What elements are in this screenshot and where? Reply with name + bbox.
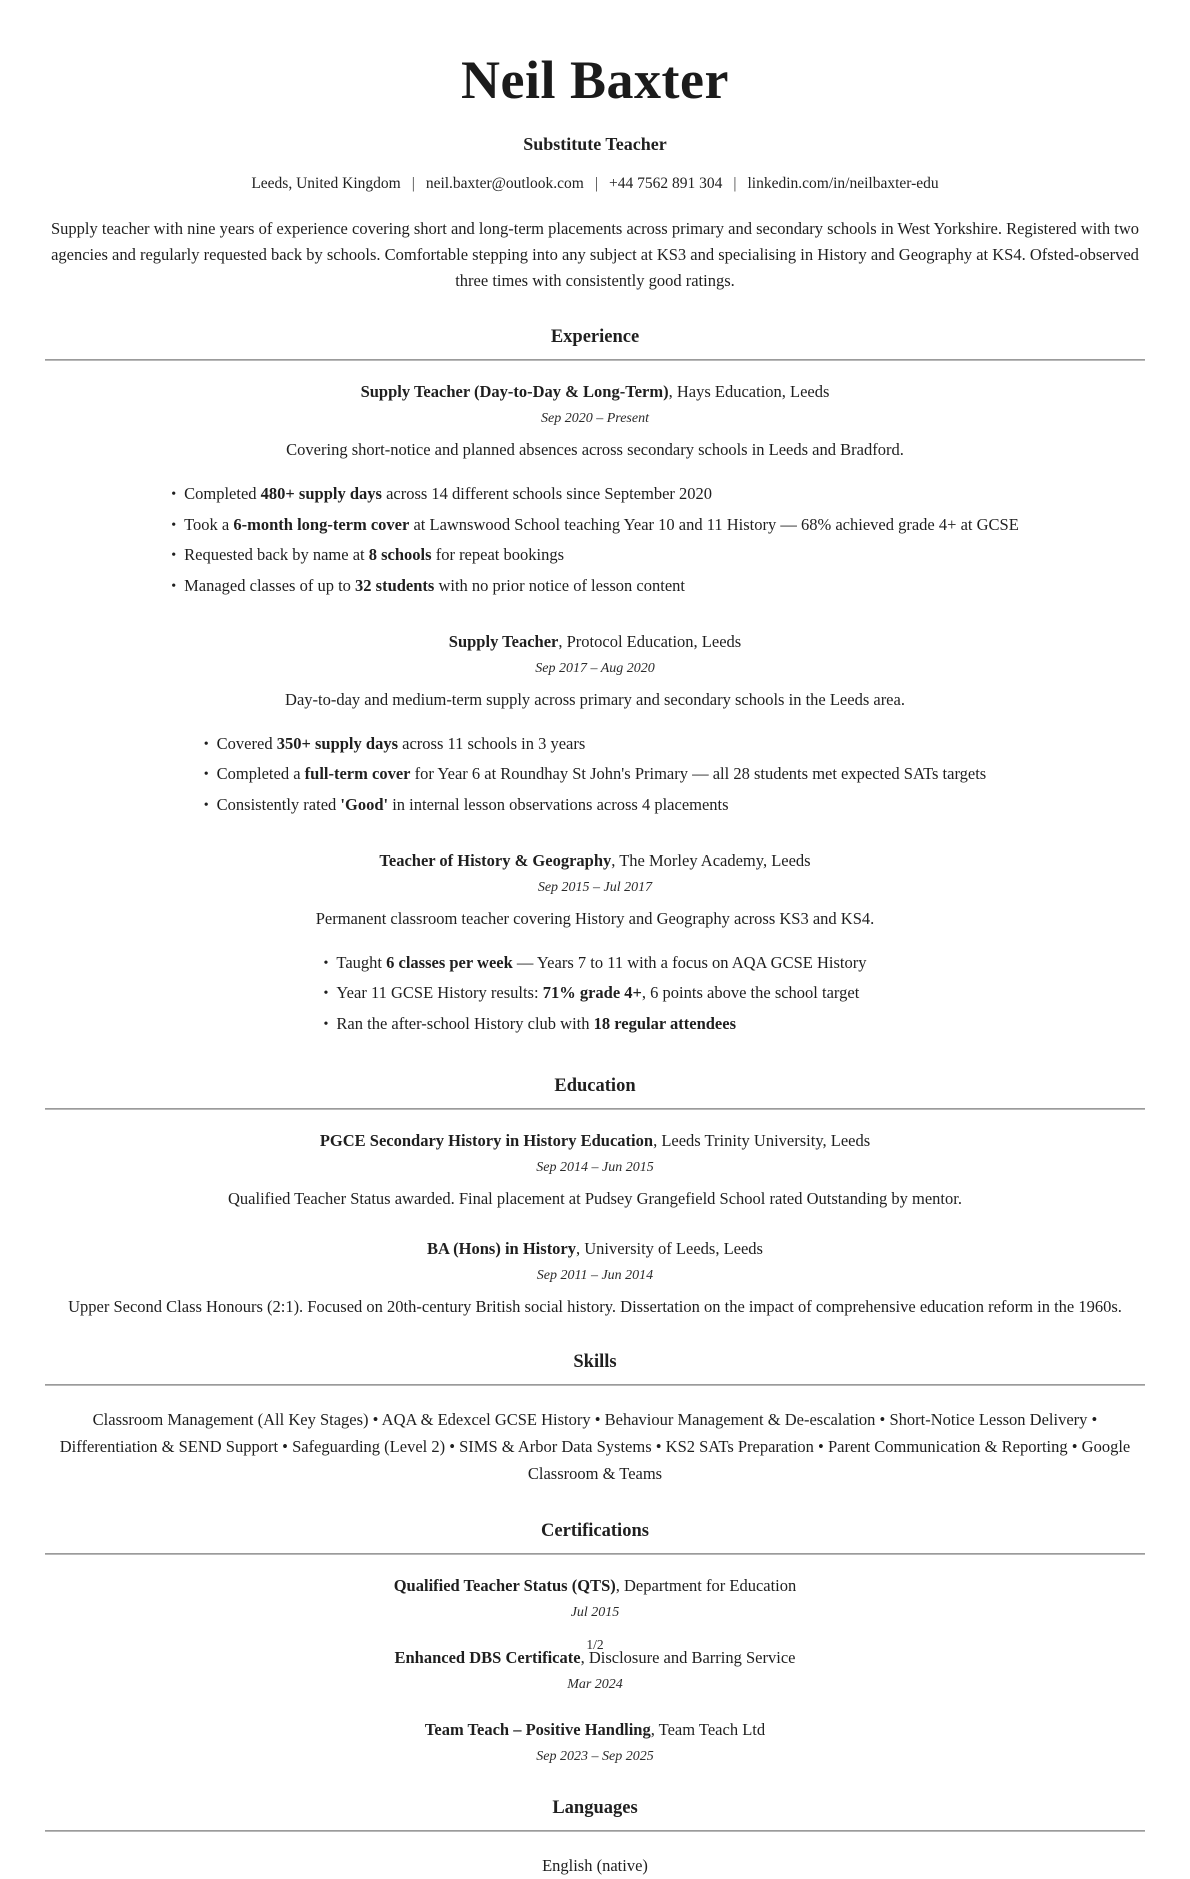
section-body bbox=[45, 1576, 1145, 1765]
bullet-item: • Requested back by name at 8 schools for repeat bookings bbox=[171, 543, 1019, 568]
bullet-item: • Consistently rated 'Good' in internal lesson observations across 4 placements bbox=[204, 793, 986, 818]
entry-title: Qualified Teacher Status (QTS) bbox=[393, 1575, 616, 1595]
contact-phone: +44 7562 891 304 bbox=[608, 175, 723, 193]
entry-title: Enhanced DBS Certificate bbox=[394, 1647, 581, 1667]
section-body bbox=[45, 1407, 1145, 1487]
entry-header bbox=[45, 1720, 1145, 1740]
contact-location: Leeds, United Kingdom bbox=[251, 175, 401, 193]
section-title: Experience bbox=[550, 327, 640, 348]
section-body bbox=[45, 1853, 1145, 1879]
section-divider bbox=[45, 1553, 1145, 1555]
resume-section bbox=[45, 327, 1145, 1043]
entry-header bbox=[45, 382, 1145, 402]
contact-linkedin: linkedin.com/in/neilbaxter-edu bbox=[747, 175, 939, 193]
entry-organisation: , University of Leeds, Leeds bbox=[576, 1238, 763, 1258]
entry-date: Sep 2011 – Jun 2014 bbox=[536, 1267, 654, 1283]
entry-description: Covering short-notice and planned absences across secondary schools in Leeds and Bradford. bbox=[286, 440, 904, 460]
bullet-item: • Ran the after-school History club with 18 regular attendees bbox=[324, 1012, 867, 1037]
contact-separator: | bbox=[411, 175, 415, 193]
contact-line bbox=[45, 175, 1145, 193]
entry-description: Upper Second Class Honours (2:1). Focused on 20th-century British social history. Dissertation on the impact of comprehensive education reform in the 1960s. bbox=[68, 1296, 1122, 1316]
contact-email: neil.baxter@outlook.com bbox=[425, 175, 584, 193]
resume-section bbox=[45, 1076, 1145, 1320]
entry-description: Qualified Teacher Status awarded. Final placement at Pudsey Grangefield School rated Outstanding by mentor. bbox=[228, 1188, 962, 1208]
bullet-item: • Completed 480+ supply days across 14 different schools since September 2020 bbox=[171, 482, 1019, 507]
resume-entry bbox=[45, 1648, 1145, 1693]
entry-bullets bbox=[324, 945, 867, 1043]
resume-entry bbox=[45, 1720, 1145, 1765]
resume-section bbox=[45, 1352, 1145, 1487]
section-body bbox=[45, 1131, 1145, 1320]
section-divider bbox=[45, 1108, 1145, 1110]
entry-header bbox=[45, 851, 1145, 871]
section-body bbox=[45, 382, 1145, 1043]
professional-summary: Supply teacher with nine years of experience covering short and long-term placements across primary and secondary schools in West Yorkshire. Registered with two agencies and regularly requested back by schools. Comfortable stepping into any subject at KS3 and specialising in History and Geography at KS4. Ofsted-observed three times with consistently good ratings. bbox=[51, 219, 1139, 291]
section-title: Languages bbox=[552, 1797, 638, 1818]
bullet-item: • Taught 6 classes per week — Years 7 to 11 with a focus on AQA GCSE History bbox=[324, 951, 867, 976]
resume-entry bbox=[45, 1131, 1145, 1212]
page-number: 1/2 bbox=[586, 1637, 604, 1652]
entry-organisation: , Hays Education, Leeds bbox=[668, 382, 830, 402]
candidate-role: Substitute Teacher bbox=[523, 134, 667, 155]
entry-date: Sep 2020 – Present bbox=[541, 411, 649, 427]
candidate-name: Neil Baxter bbox=[461, 50, 729, 110]
section-items-text: English (native) bbox=[542, 1855, 648, 1875]
entry-description: Day-to-day and medium-term supply across primary and secondary schools in the Leeds area. bbox=[285, 689, 905, 709]
resume-entry bbox=[45, 632, 1145, 824]
resume-entry bbox=[45, 1576, 1145, 1621]
bullet-item: • Completed a full-term cover for Year 6 at Roundhay St John's Primary — all 28 students met expected SATs targets bbox=[204, 762, 986, 787]
entry-organisation: , Team Teach Ltd bbox=[650, 1719, 766, 1739]
entry-date: Sep 2015 – Jul 2017 bbox=[537, 879, 653, 895]
entry-title: Supply Teacher bbox=[448, 631, 559, 651]
section-title: Certifications bbox=[541, 1520, 649, 1541]
entry-date: Jul 2015 bbox=[570, 1604, 620, 1620]
entry-organisation: , Department for Education bbox=[615, 1575, 797, 1595]
entry-organisation: , Disclosure and Barring Service bbox=[580, 1647, 796, 1667]
bullet-item: • Managed classes of up to 32 students with no prior notice of lesson content bbox=[171, 574, 1019, 599]
bullet-item: • Year 11 GCSE History results: 71% grade 4+, 6 points above the school target bbox=[324, 981, 867, 1006]
section-title: Education bbox=[554, 1075, 636, 1096]
resume-header bbox=[45, 50, 1145, 294]
entry-title: Team Teach – Positive Handling bbox=[424, 1719, 651, 1739]
section-divider bbox=[45, 1830, 1145, 1832]
entry-date: Sep 2014 – Jun 2015 bbox=[536, 1159, 654, 1175]
section-items-text: Classroom Management (All Key Stages) • AQA & Edexcel GCSE History • Behaviour Management & De-escalation • Short-Notice Lesson Delivery • Differentiation & SEND Support • Safeguarding (Level 2) • SIMS & Arbor Data Systems • KS2 SATs Preparation • Parent Communication & Reporting • Google Classroom & Teams bbox=[59, 1410, 1131, 1483]
entry-date: Sep 2017 – Aug 2020 bbox=[535, 660, 655, 676]
resume-entry bbox=[45, 382, 1145, 605]
entry-header bbox=[45, 1239, 1145, 1259]
entry-header bbox=[45, 1131, 1145, 1151]
bullet-item: • Covered 350+ supply days across 11 schools in 3 years bbox=[204, 732, 986, 757]
entry-title: PGCE Secondary History in History Education bbox=[319, 1130, 654, 1150]
entry-bullets bbox=[204, 726, 986, 824]
entry-title: BA (Hons) in History bbox=[427, 1238, 577, 1258]
entry-date: Mar 2024 bbox=[567, 1676, 623, 1692]
contact-separator: | bbox=[594, 175, 598, 193]
entry-organisation: , The Morley Academy, Leeds bbox=[611, 850, 811, 870]
section-divider bbox=[45, 1384, 1145, 1386]
entry-title: Teacher of History & Geography bbox=[379, 850, 612, 870]
entry-header bbox=[45, 1576, 1145, 1596]
resume-entry bbox=[45, 1239, 1145, 1320]
bullet-item: • Took a 6-month long-term cover at Lawnswood School teaching Year 10 and 11 History — 68% achieved grade 4+ at GCSE bbox=[171, 513, 1019, 538]
entry-title: Supply Teacher (Day-to-Day & Long-Term) bbox=[360, 382, 669, 402]
resume-section bbox=[45, 1798, 1145, 1879]
entry-organisation: , Protocol Education, Leeds bbox=[558, 631, 742, 651]
entry-header bbox=[45, 632, 1145, 652]
section-divider bbox=[45, 359, 1145, 361]
entry-organisation: , Leeds Trinity University, Leeds bbox=[653, 1130, 871, 1150]
entry-bullets bbox=[171, 476, 1019, 605]
section-title: Skills bbox=[573, 1352, 617, 1373]
contact-separator: | bbox=[733, 175, 737, 193]
entry-description: Permanent classroom teacher covering History and Geography across KS3 and KS4. bbox=[315, 908, 875, 928]
resume-entry bbox=[45, 851, 1145, 1043]
entry-date: Sep 2023 – Sep 2025 bbox=[536, 1748, 654, 1764]
